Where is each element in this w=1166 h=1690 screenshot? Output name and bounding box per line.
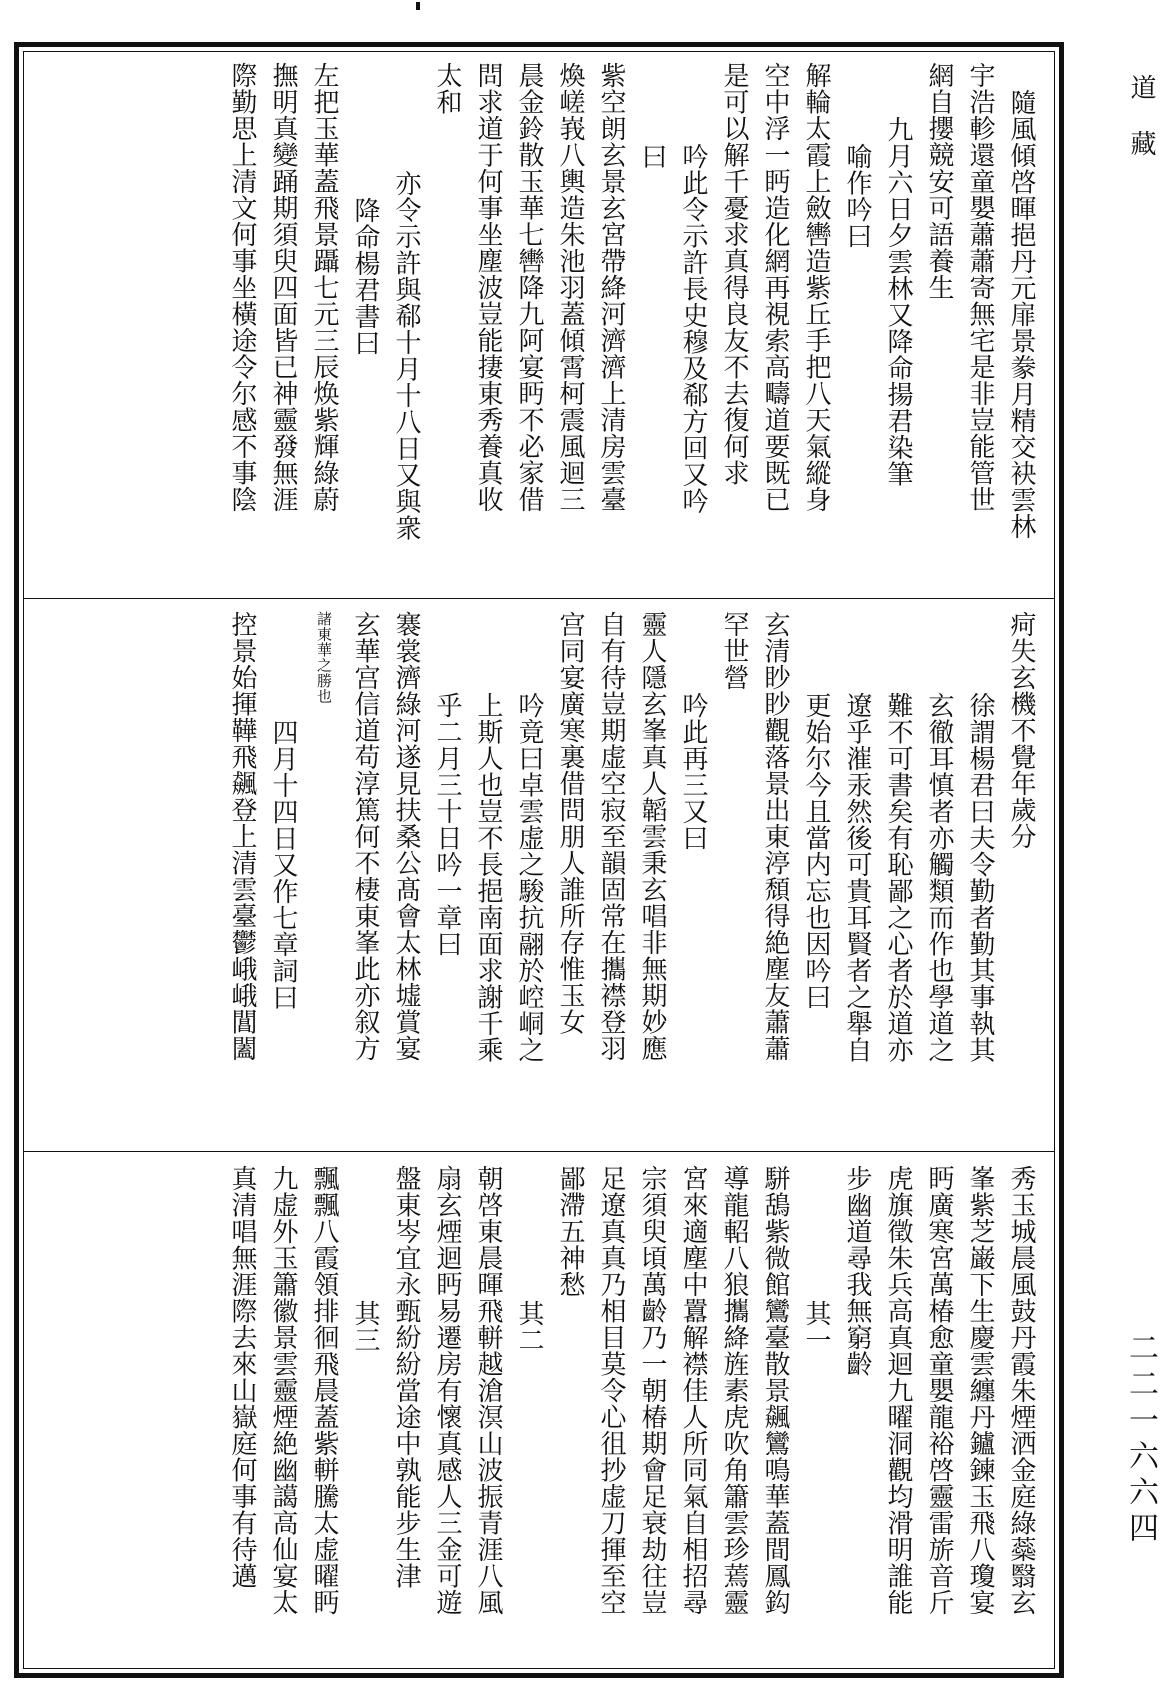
page-frame xyxy=(14,42,1064,1678)
text-column: 煥嵯峩八輿造朱池羽蓋傾霄柯震風迴三 xyxy=(555,62,585,513)
text-column: 晨金鈴散玉華七轡降九阿宴眄不必家借 xyxy=(514,62,544,513)
band-divider-2 xyxy=(24,1151,1054,1152)
text-column: 玄徹耳慎者亦觸類而作也學道之 xyxy=(924,692,954,1063)
text-column: 左把玉華蓋飛景躡七元三辰焕紫輝綠蔚 xyxy=(309,62,339,513)
text-column: 秀玉城晨風鼓丹霞朱煙洒金庭綠蘂翳玄 xyxy=(1006,1165,1036,1616)
text-column: 宗須臾頃萬齡乃一朝椿期會足衰劫往豈 xyxy=(637,1165,667,1616)
text-column: 徐謂楊君曰夫令勤者勤其事執其 xyxy=(965,692,995,1063)
text-column: 難不可書矣有恥鄙之心者於道亦 xyxy=(883,692,913,1063)
page-number: 二二一六六四 xyxy=(1123,1332,1158,1548)
text-column: 亦令示許與郗十月十八日又與衆 xyxy=(391,170,421,541)
text-column: 乎二月三十日吟一章曰 xyxy=(432,692,462,957)
text-column: 罕世營 xyxy=(719,611,749,691)
text-column: 網自攖競安可語養生 xyxy=(924,62,954,301)
text-column: 撫明真變踊期須臾四面皆已神靈發無涯 xyxy=(268,62,298,513)
text-column: 其一 xyxy=(801,1300,831,1353)
text-column: 解輪太霞上斂轡造紫丘手把八天氣縱身 xyxy=(801,62,831,513)
text-column: 問求道于何事坐塵波豈能捿東秀養真收 xyxy=(473,62,503,513)
text-column: 四月十四日又作七章詞曰 xyxy=(268,719,298,1011)
text-column: 控景始揮鞾飛飆登上清雲臺鬱峨峨閶闔 xyxy=(227,611,257,1062)
text-column: 上斯人也豈不長挹南面求謝千乘 xyxy=(473,692,503,1063)
text-column: 朝啓東晨暉飛軿越滄溟山波振青涯八風 xyxy=(473,1165,503,1616)
text-column: 空中浮一眄造化網再視索高疇道要既已 xyxy=(760,62,790,513)
text-band-3 xyxy=(24,1155,1054,1683)
text-column: 吟竟曰卓雲虚之駿抗翮於崆峒之 xyxy=(514,692,544,1063)
text-column: 靈人隱玄峯真人韜雲秉玄唱非無期妙應 xyxy=(637,611,667,1062)
text-column: 褰裳濟綠河遂見扶桑公髙會太林墟賞宴 xyxy=(391,611,421,1062)
text-column: 諸東華之勝也 xyxy=(315,611,333,704)
text-column: 玄清眇眇觀落景出東渟頹得絶塵友蕭蕭 xyxy=(760,611,790,1062)
text-column: 隨風傾啓暉挹丹元扉景豢月精交袂雲林 xyxy=(1006,89,1036,540)
text-column: 眄廣寒宮萬椿愈童嬰龍裕啓靈雷旂音斤 xyxy=(924,1165,954,1616)
band-divider-1 xyxy=(24,598,1054,599)
text-column: 虎旗徵朱兵高真迴九曜洞觀均滑明誰能 xyxy=(883,1165,913,1616)
text-column: 峯紫芝巌下生慶雲纏丹鑪鍊玉飛八瓊宴 xyxy=(965,1165,995,1616)
text-column: 九虚外玉簫徽景雲靈煙絶幽譪高仙宴太 xyxy=(268,1165,298,1616)
text-column: 自有待豈期虚空寂至韻固常在攜襟登羽 xyxy=(596,611,626,1062)
text-band-1 xyxy=(24,52,1054,596)
top-tick-mark xyxy=(416,2,420,10)
text-column: 駢鴰紫微館鸞臺散景飆鸞鳴華蓋間鳳鈎 xyxy=(760,1165,790,1616)
side-title: 道藏 xyxy=(1126,74,1156,186)
text-column: 宇浩軫還童嬰蕭蕭寄無宅是非豈能管世 xyxy=(965,62,995,513)
text-column: 遼乎漼汞然後可貴耳賢者之舉自 xyxy=(842,692,872,1063)
text-band-2 xyxy=(24,601,1054,1149)
text-column: 是可以解千憂求真得良友不去復何求 xyxy=(719,62,749,486)
text-column: 紫空朗玄景玄宮帶絳河濟濟上清房雲臺 xyxy=(596,62,626,513)
text-column: 吟此再三又曰 xyxy=(678,692,708,851)
text-column: 吟此令示許長史穆及郗方回又吟 xyxy=(678,143,708,514)
text-column: 喻作吟曰 xyxy=(842,143,872,249)
text-column: 其二 xyxy=(514,1300,544,1353)
text-column: 其三 xyxy=(350,1300,380,1353)
text-column: 宫同宴廣寒裏借問朋人誰所存惟玉女 xyxy=(555,611,585,1035)
text-column: 宮來適塵中囂解襟佳人所同氣自相招尋 xyxy=(678,1165,708,1616)
text-column: 飄飄八霞領排徊飛晨蓋紫軿騰太虚曜眄 xyxy=(309,1165,339,1616)
text-column: 扇玄煙迴眄易遷房有懷真感人三金可遊 xyxy=(432,1165,462,1616)
text-column: 步幽道尋我無窮齡 xyxy=(842,1165,872,1377)
text-column: 際勤思上清文何事坐橫途令尔感不事陰 xyxy=(227,62,257,513)
text-column: 太和 xyxy=(432,62,462,115)
text-column: 九月六日夕雲林又降命揚君染筆 xyxy=(883,116,913,487)
text-column: 鄙滯五神愁 xyxy=(555,1165,585,1298)
text-column: 玄華宫信道苟淳篤何不棲東峯此亦叙方 xyxy=(350,611,380,1062)
text-column: 降命楊君書曰 xyxy=(350,197,380,356)
frame-inner-border xyxy=(23,51,1055,1669)
text-column: 真清唱無涯際去來山嶽庭何事有待邁 xyxy=(227,1165,257,1589)
text-column: 更始尔今且當内忘也因吟曰 xyxy=(801,692,831,1010)
text-column: 導龍軺八狼攜絳旌素虎吹角簫雲珍蔫靈 xyxy=(719,1165,749,1616)
text-column: 盤東岑宜永甄紛紛當途中孰能步生津 xyxy=(391,1165,421,1589)
text-column: 足遼真真乃相目莫令心徂抄虚刀揮至空 xyxy=(596,1165,626,1616)
text-column: 曰 xyxy=(637,143,667,170)
text-column: 疴失玄機不覺年歲分 xyxy=(1006,611,1036,850)
